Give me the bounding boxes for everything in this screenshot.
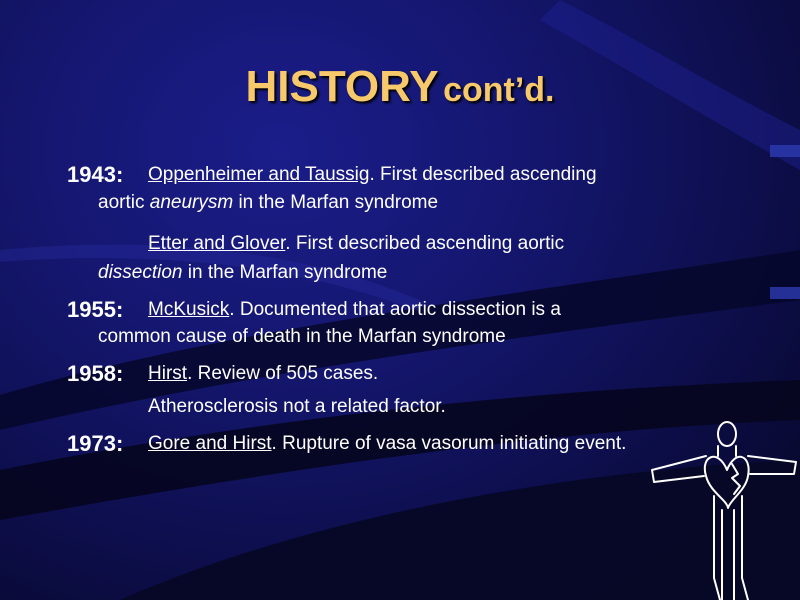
entry-author-link[interactable]: Hirst bbox=[148, 363, 188, 384]
entry-line: Atherosclerosis not a related factor. bbox=[148, 396, 446, 417]
entry-year: 1958: bbox=[67, 361, 124, 386]
entry-line bbox=[98, 192, 438, 214]
entry-text: in the Marfan syndrome bbox=[182, 262, 388, 283]
entry-emphasis: dissection bbox=[98, 262, 183, 283]
entry-year: 1973: bbox=[67, 431, 124, 456]
entry-text: . First described ascending aortic bbox=[285, 233, 565, 254]
entry-text: . Rupture of vasa vasorum initiating event. bbox=[271, 433, 627, 454]
entry-text: . Review of 505 cases. bbox=[187, 363, 379, 384]
entry-author-link[interactable]: McKusick bbox=[148, 299, 230, 320]
entry-year: 1943: bbox=[67, 162, 124, 187]
entry-author-link[interactable]: Oppenheimer and Taussig bbox=[148, 164, 370, 185]
entry-line bbox=[148, 433, 626, 455]
entry-line bbox=[148, 164, 597, 186]
stick-figure-broken-heart-icon bbox=[648, 418, 800, 600]
entry-author-link[interactable]: Etter and Glover bbox=[148, 233, 286, 254]
entry-line bbox=[98, 262, 387, 284]
entry-text: . First described ascending bbox=[369, 164, 597, 185]
entry-line bbox=[148, 363, 378, 385]
entry-line: common cause of death in the Marfan syndrome bbox=[98, 326, 506, 347]
title-main: HISTORY bbox=[245, 62, 439, 111]
entry-year: 1955: bbox=[67, 297, 124, 322]
title-sub: cont’d. bbox=[443, 71, 555, 109]
entry-text: in the Marfan syndrome bbox=[233, 192, 439, 213]
entry-author-link[interactable]: Gore and Hirst bbox=[148, 433, 272, 454]
slide-title bbox=[0, 62, 800, 112]
entry-text: aortic bbox=[98, 192, 150, 213]
entry-line bbox=[148, 233, 564, 255]
entry-line bbox=[148, 299, 561, 321]
entry-text: . Documented that aortic dissection is a bbox=[229, 299, 561, 320]
entry-emphasis: aneurysm bbox=[149, 192, 234, 213]
